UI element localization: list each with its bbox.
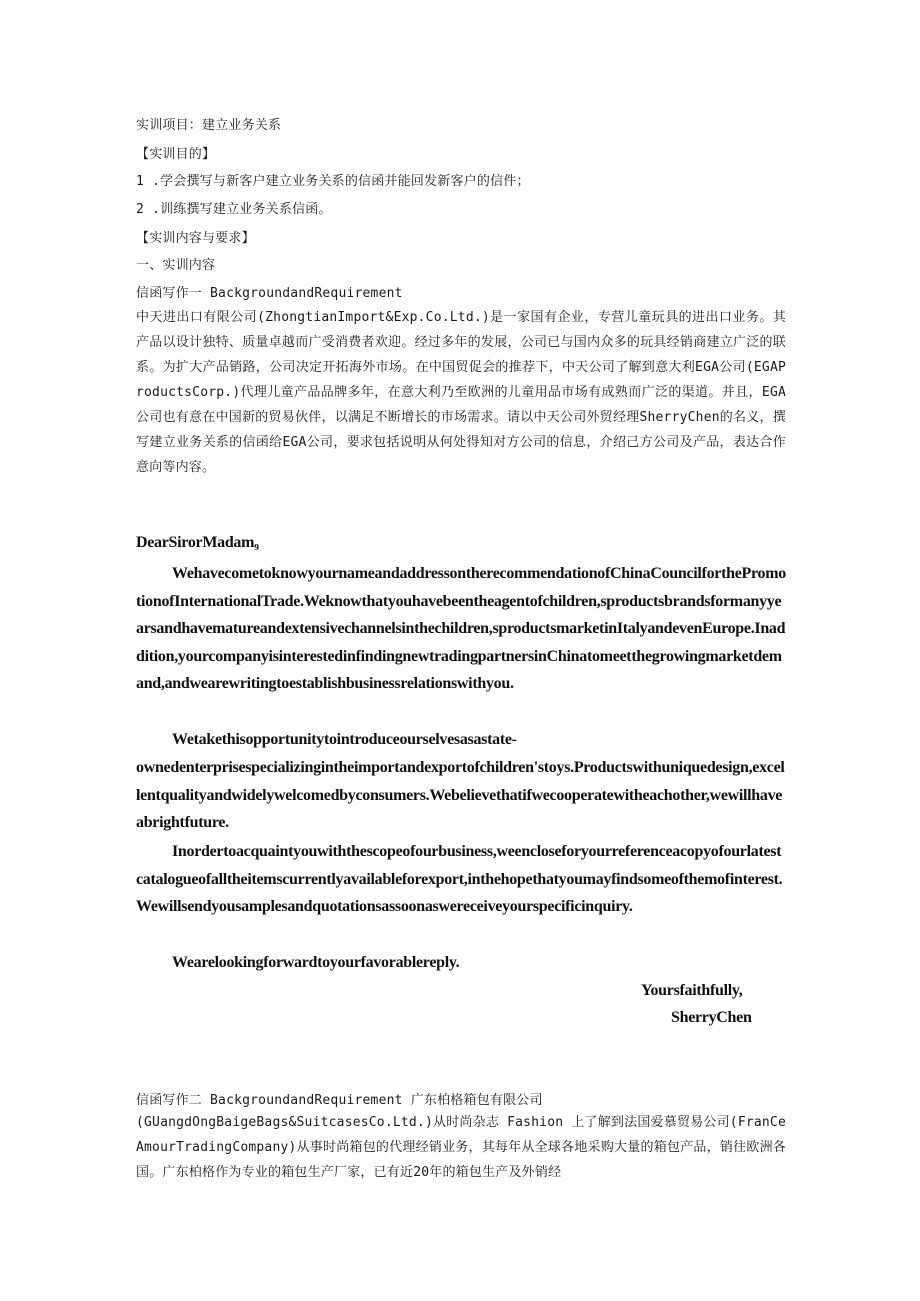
task1-title: 信函写作一 BackgroundandRequirement [136, 286, 403, 301]
letter-paragraph-2-start: Wetakethisopportunitytointroduceourselvesasastate- [172, 731, 517, 748]
purpose-item-2: 2 .训练撰写建立业务关系信函。 [136, 202, 332, 217]
project-title: 实训项目：建立业务关系 [136, 118, 282, 133]
task2-title: 信函写作二 BackgroundandRequirement 广东柏格箱包有限公司 [136, 1093, 543, 1108]
section-one-heading: 一、实训内容 [136, 258, 216, 273]
letter-closing: Yoursfaithfully, [641, 982, 743, 999]
letter-paragraph-2-cont: ownedenterprisespecializingintheimportandexportofchildren'stoys.Productswithuniquedesign,excellentqualityandwidelywelcomedbyconsumers.Webelievethatifwecooperatewitheachother,wewillhaveabrightfuture. [136, 759, 785, 831]
letter-paragraph-1: WehavecometoknowyournameandaddressontherecommendationofChinaCouncilforthePromotionofInternationalTrade.Weknowthatyouhavebeentheagentofchildren,sproductsbrandsformanyyearsandhavematureandextensivechannelsinthechildren,sproductsmarketinItalyandevenEurope.Inaddition,yourcompanyisinterestedinfindingnewtradingpartnersinChinatomeetthegrowingmarketdemand,andwearewritingtoestablishbusinessrelationswithyou. [136, 565, 786, 692]
letter-paragraph-3: Inordertoacquaintyouwiththescopeofourbusiness,weencloseforyourreferenceacopyofourlatestcatalogueofalltheitemscurrentlyavailableforexport,inthehopethatyoumayfindsomeofthemofinterest.Wewillsendyousamplesandquotationsassoonaswereceiveyourspecificinquiry. [136, 843, 783, 915]
letter-salutation: DearSirorMadam₉ [136, 534, 259, 551]
purpose-heading: 【实训目的】 [136, 147, 216, 162]
task1-description: 中天进出口有限公司(ZhongtianImport&Exp.Co.Ltd.)是一家国有企业，专营儿童玩具的进出口业务。其产品以设计独特、质量卓越而广受消费者欢迎。经过多年的发展，公司已与国内众多的玩具经销商建立广泛的联系。为扩大产品销路，公司决定开拓海外市场。在中国贸促会的推荐下，中天公司了解到意大利EGA公司(EGAProductsCorp.)代理儿童产品品牌多年，在意大利乃至欧洲的儿童用品市场有成熟而广泛的渠道。并且，EGA公司也有意在中国新的贸易伙伴，以满足不断增长的市场需求。请以中天公司外贸经理SherryChen的名义，撰写建立业务关系的信函给EGA公司，要求包括说明从何处得知对方公司的信息，介绍己方公司及产品，表达合作意向等内容。 [136, 310, 786, 475]
task2-description: (GUangdOngBaigeBags&SuitcasesCo.Ltd.)从时尚杂志 Fashion 上了解到法国爱慕贸易公司(FranCeAmourTradingCompany)从事时尚箱包的代理经销业务，其每年从全球各地采购大量的箱包产品，销往欧洲各国。广东柏格作为专业的箱包生产厂家，已有近20年的箱包生产及外销经 [136, 1115, 786, 1180]
letter-paragraph-4: Wearelookingforwardtoyourfavorablereply. [172, 954, 460, 971]
content-heading: 【实训内容与要求】 [136, 231, 255, 246]
purpose-item-1: 1 .学会撰写与新客户建立业务关系的信函并能回发新客户的信件； [136, 174, 530, 189]
letter-signature: SherryChen [671, 1009, 752, 1026]
